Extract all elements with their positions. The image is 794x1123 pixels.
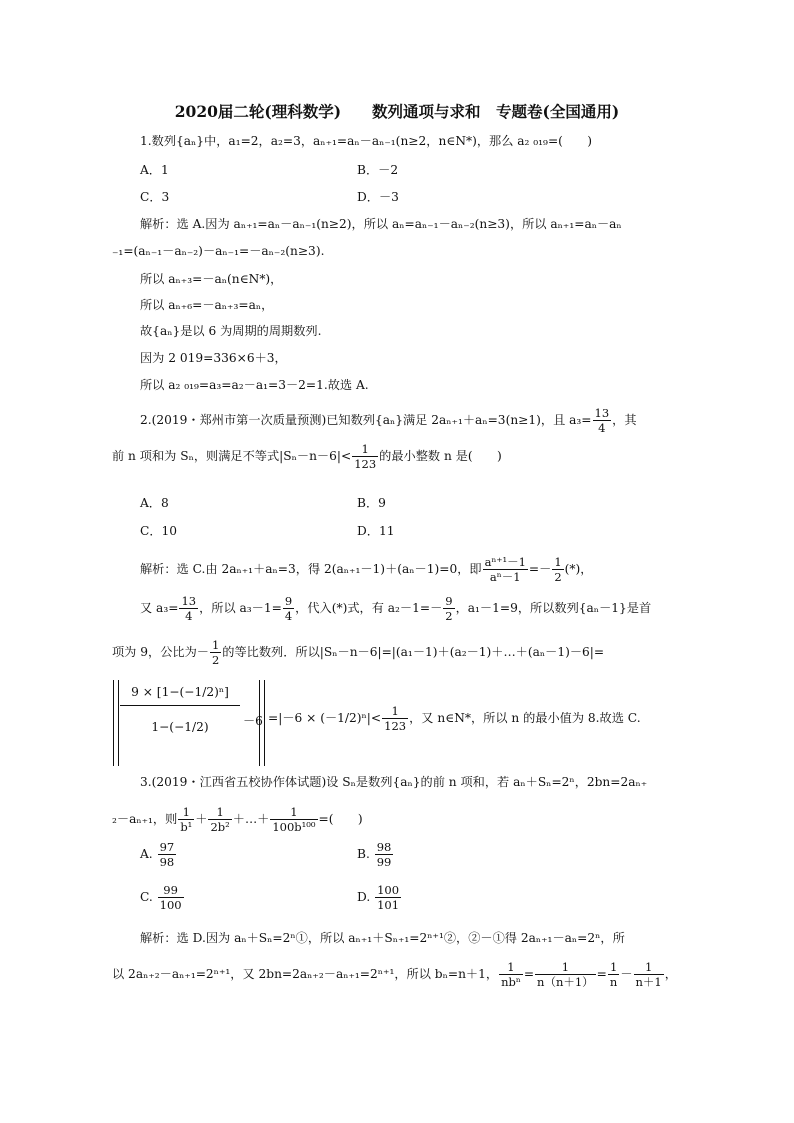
denominator: 2 xyxy=(554,570,562,584)
big-fraction-numerator: 9 × [1−(−1/2)ⁿ] xyxy=(120,685,240,706)
q2-option-a: A．8 xyxy=(140,496,169,510)
solution-fraction xyxy=(634,960,664,989)
numerator: 1 xyxy=(211,638,220,652)
q2-solution-line2 xyxy=(140,594,651,623)
big-fraction-denominator: 1−(−1/2) xyxy=(151,720,209,734)
q2-option-d: D．11 xyxy=(357,524,395,538)
denominator: nbⁿ xyxy=(501,975,521,989)
a3-fraction xyxy=(179,594,198,623)
denominator: 2 xyxy=(211,653,220,667)
q2-solution-line1 xyxy=(140,555,592,584)
numerator: 1 xyxy=(382,704,408,719)
option-fraction xyxy=(158,883,184,912)
option-fraction xyxy=(375,840,394,869)
a3-fraction xyxy=(593,406,612,435)
term-fraction xyxy=(270,805,317,834)
numerator: 1 xyxy=(208,805,231,820)
q2-solution-text: 的等比数列．所以|Sₙ－n－6|=|(a₁－1)＋(a₂－1)＋…＋(aₙ－1)－6|= xyxy=(222,645,605,659)
denominator: 98 xyxy=(159,855,175,869)
document-title: 2020届二轮(理科数学) 数列通项与求和 专题卷(全国通用) xyxy=(174,102,620,121)
denominator: 101 xyxy=(377,898,400,912)
abs-bar-right xyxy=(259,680,260,766)
q3-option-a xyxy=(140,840,177,869)
q2-solution-text: =－ xyxy=(528,562,552,576)
q1-stem: 1.数列{aₙ}中，a₁=2，a₂=3，aₙ₊₁=aₙ－aₙ₋₁(n≥2，n∈N*)，那么 a₂ ₀₁₉=( ) xyxy=(140,134,593,148)
q2-solution-text: ，代入(*)式，有 a₂－1=－ xyxy=(295,601,443,615)
q2-stem-text: 前 n 项和为 Sₙ，则满足不等式|Sₙ－n－6|< xyxy=(112,449,352,463)
q1-option-b: B．－2 xyxy=(357,163,399,177)
q3-solution-line2: 以 2aₙ₊₂－aₙ₊₁=2ⁿ⁺¹，又 2bn=2aₙ₊₂－aₙ₊₁=2ⁿ⁺¹，所以 bₙ=n＋1， $\frac{1}{\text{nbⁿ}}$ = $\frac{1}{n(n+1)}$ = $\frac{1}{n}$ － $\frac{1}{n+1}$ ， xyxy=(112,960,677,989)
q2-solution-text: ，a₁－1=9，所以数列{aₙ－1}是首 xyxy=(455,601,652,615)
nine-halves-fraction xyxy=(443,594,454,623)
q2-solution-text: (*)， xyxy=(564,562,593,576)
denominator: n（n＋1） xyxy=(537,975,594,989)
q2-stem-text: 2.(2019・郑州市第一次质量预测)已知数列{aₙ}满足 2aₙ₊₁＋aₙ=3(n≥1)，且 a₃= xyxy=(140,413,592,427)
ratio-fraction xyxy=(483,555,528,584)
numerator: 97 xyxy=(159,840,175,854)
inequality-fraction xyxy=(352,442,378,471)
option-fraction xyxy=(375,883,401,912)
q3-stem-text: ₂－aₙ₊₁，则 xyxy=(112,812,178,826)
option-label: A. xyxy=(140,847,153,861)
option-fraction xyxy=(158,840,177,869)
denominator: aⁿ－1 xyxy=(489,570,521,584)
q2-solution-text: 项为 9，公比为－ xyxy=(112,645,209,659)
q1-option-a: A．1 xyxy=(140,163,169,177)
big-expression-tail xyxy=(268,704,641,733)
numerator: 1 xyxy=(554,555,562,569)
half-fraction xyxy=(552,555,563,584)
denominator: 123 xyxy=(354,457,377,471)
numerator: 9 xyxy=(284,594,293,608)
denominator: 100b¹⁰⁰ xyxy=(272,820,316,834)
q3-solution-line1: 解析：选 D.因为 aₙ＋Sₙ=2ⁿ①，所以 aₙ₊₁＋Sₙ₊₁=2ⁿ⁺¹②，②－①得 2aₙ₊₁－aₙ=2ⁿ，所 xyxy=(140,931,625,945)
solution-fraction xyxy=(535,960,596,989)
q2-solution-text: ，又 n∈N*，所以 n 的最小值为 8.故选 C. xyxy=(409,711,641,725)
denominator: b¹ xyxy=(180,820,193,834)
q2-option-c: C．10 xyxy=(140,524,178,538)
denominator: 4 xyxy=(598,421,606,435)
half-fraction xyxy=(210,638,221,667)
solution-fraction xyxy=(608,960,619,989)
q3-stem-text: =( ) xyxy=(318,812,363,826)
q1-solution-line: 所以 a₂ ₀₁₉=a₃=a₂－a₁=3－2=1.故选 A. xyxy=(140,378,369,392)
numerator: aⁿ⁺¹－1 xyxy=(484,555,526,569)
denominator: n xyxy=(609,975,618,989)
numerator: 1 xyxy=(535,960,596,975)
q2-stem-text: ，其 xyxy=(612,413,637,427)
q2-stem-line1 xyxy=(140,406,637,435)
q3-option-c xyxy=(140,883,185,912)
q2-stem-text: 的最小整数 n 是( ) xyxy=(379,449,502,463)
numerator: 1 xyxy=(352,442,378,457)
denominator: 2b² xyxy=(210,820,230,834)
term-fraction xyxy=(208,805,231,834)
q1-solution-line: 所以 aₙ₊₆=－aₙ₊₃=aₙ， xyxy=(140,298,274,312)
q1-solution-line: ₋₁=(aₙ₋₁－aₙ₋₂)－aₙ₋₁=－aₙ₋₂(n≥3). xyxy=(112,244,325,258)
big-fraction xyxy=(120,685,240,734)
option-label: B. xyxy=(357,847,370,861)
q1-solution-line: 所以 aₙ₊₃=－aₙ(n∈N*)， xyxy=(140,272,283,286)
q1-solution-line: 因为 2 019=336×6＋3， xyxy=(140,351,287,365)
numerator: 98 xyxy=(376,840,392,854)
numerator: 1 xyxy=(499,960,523,975)
numerator: 1 xyxy=(178,805,194,820)
numerator: 99 xyxy=(158,883,184,898)
q2-stem-line2 xyxy=(112,442,502,471)
numerator: 1 xyxy=(270,805,317,820)
q3-option-b xyxy=(357,840,394,869)
nine-quarters-fraction xyxy=(283,594,294,623)
q1-option-c: C．3 xyxy=(140,190,170,204)
denominator: n＋1 xyxy=(635,975,662,989)
q2-solution-text: =|－6 × (－1/2)ⁿ|< xyxy=(268,711,382,725)
abs-bar-right xyxy=(264,680,265,766)
q3-stem-line2: ₂－aₙ₊₁，则 $\frac{1}{\text{b¹}}$ ＋ $\frac{1}{\text{2b²}}$ ＋…＋ $\frac{1}{\text{100b¹⁰⁰}}$ =( ) xyxy=(112,805,363,834)
inequality-fraction xyxy=(382,704,408,733)
option-label: C. xyxy=(140,890,153,904)
denominator: 4 xyxy=(284,609,293,623)
q2-solution-text: 又 a₃= xyxy=(140,601,179,615)
numerator: 1 xyxy=(634,960,664,975)
q1-solution-line: 解析：选 A.因为 aₙ₊₁=aₙ－aₙ₋₁(n≥2)，所以 aₙ=aₙ₋₁－aₙ₋₂(n≥3)，所以 aₙ₊₁=aₙ－aₙ xyxy=(140,217,622,231)
q1-option-d: D．－3 xyxy=(357,190,399,204)
denominator: 4 xyxy=(185,609,193,623)
q3-stem-text: ＋…＋ xyxy=(232,812,270,826)
solution-fraction xyxy=(499,960,523,989)
option-label: D. xyxy=(357,890,371,904)
numerator: 13 xyxy=(594,406,610,420)
q3-solution-text: 以 2aₙ₊₂－aₙ₊₁=2ⁿ⁺¹，又 2bn=2aₙ₊₂－aₙ₊₁=2ⁿ⁺¹，所以 bₙ=n＋1， xyxy=(112,967,499,981)
q3-option-d xyxy=(357,883,402,912)
numerator: 100 xyxy=(377,883,400,897)
q2-solution-text: ，所以 a₃－1= xyxy=(199,601,282,615)
numerator: 9 xyxy=(445,594,453,608)
q1-solution-line: 故{aₙ}是以 6 为周期的周期数列. xyxy=(140,324,322,338)
q2-solution-text: 解析：选 C.由 2aₙ₊₁＋aₙ=3，得 2(aₙ₊₁－1)＋(aₙ－1)=0，即 xyxy=(140,562,482,576)
denominator: 99 xyxy=(376,855,392,869)
denominator: 2 xyxy=(445,609,453,623)
numerator: 1 xyxy=(608,960,619,975)
q3-stem-line1: 3.(2019・江西省五校协作体试题)设 Sₙ是数列{aₙ}的前 n 项和，若 aₙ＋Sₙ=2ⁿ，2bn=2aₙ₊ xyxy=(140,775,648,789)
abs-bar-left xyxy=(118,680,119,766)
denominator: 100 xyxy=(159,898,182,912)
abs-bar-left xyxy=(113,680,114,766)
big-tail: －6 xyxy=(243,714,263,728)
term-fraction xyxy=(178,805,194,834)
q2-solution-line3 xyxy=(112,638,604,667)
denominator: 123 xyxy=(384,719,407,733)
numerator: 13 xyxy=(181,594,197,608)
q2-option-b: B．9 xyxy=(357,496,386,510)
